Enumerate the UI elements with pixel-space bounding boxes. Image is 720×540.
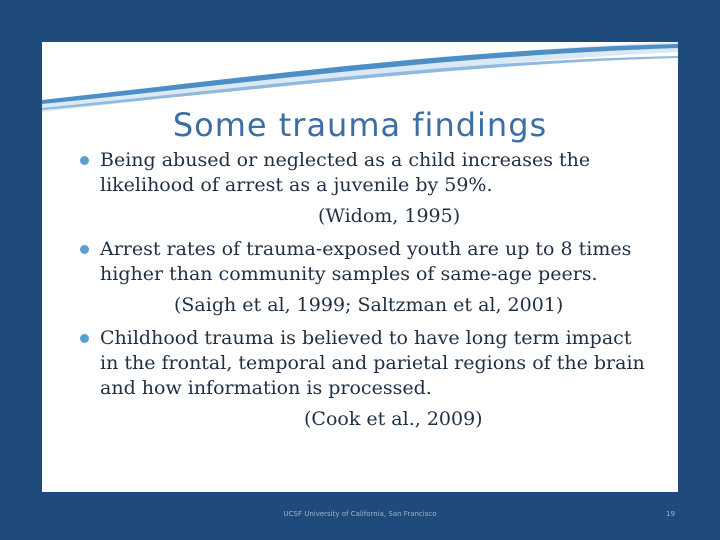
bullet-item-2: [78, 237, 648, 287]
bullet-text: Being abused or neglected as a child increases the likelihood of arrest as a juvenile by 59%.: [100, 149, 591, 196]
footer-text: UCSF University of California, San Francisco: [283, 510, 437, 518]
slide: [42, 42, 678, 492]
citation: (Cook et al., 2009): [304, 408, 483, 430]
bullet-item-1: [78, 148, 648, 198]
bullet-dot-icon: [80, 245, 89, 254]
bullet-item-3: [78, 326, 648, 401]
citation: (Widom, 1995): [318, 205, 461, 227]
bullet-list: [78, 148, 648, 440]
bullet-text: Childhood trauma is believed to have long term impact in the frontal, temporal and parietal regions of the brain and how information is processed.: [100, 327, 645, 399]
citation: (Saigh et al, 1999; Saltzman et al, 2001): [174, 294, 564, 316]
bullet-dot-icon: [80, 334, 89, 343]
page-number: 19: [666, 510, 675, 518]
bullet-dot-icon: [80, 156, 89, 165]
footer: [0, 510, 720, 524]
bullet-text: Arrest rates of trauma-exposed youth are up to 8 times higher than community samples of same-age peers.: [100, 238, 632, 285]
slide-title: Some trauma findings: [172, 106, 548, 144]
